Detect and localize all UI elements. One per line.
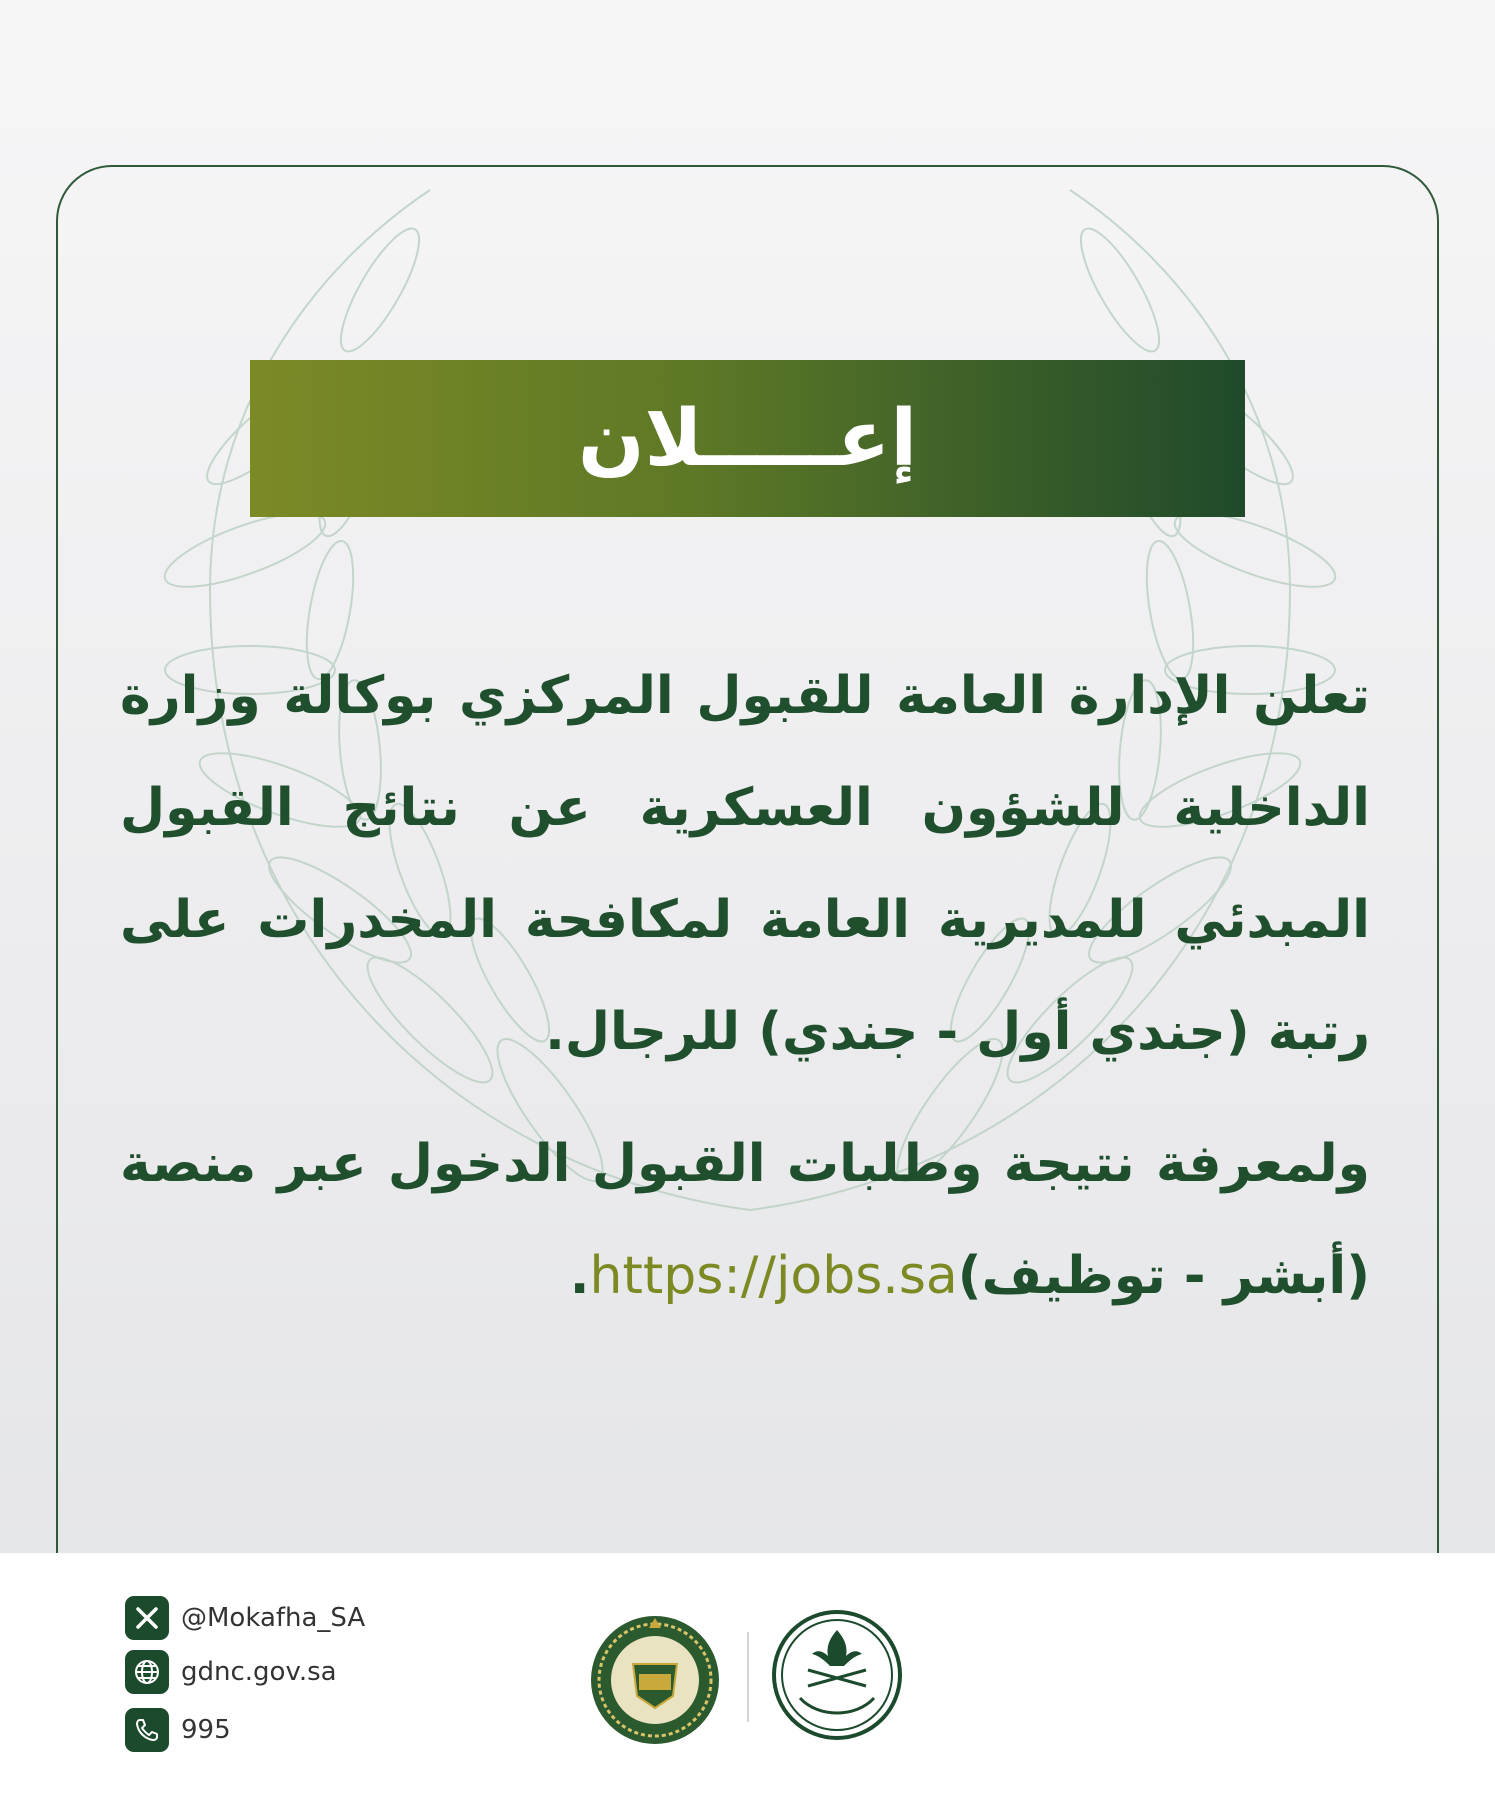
x-handle: @Mokafha_SA (181, 1603, 366, 1633)
phone-number: 995 (181, 1715, 231, 1745)
title-banner (250, 360, 1245, 517)
contact-phone[interactable] (125, 1708, 231, 1752)
website-text: gdnc.gov.sa (181, 1657, 337, 1687)
page-title: إعـــــلان (577, 393, 918, 484)
contact-website[interactable] (125, 1650, 337, 1694)
announcement-paragraph-1: تعلن الإدارة العامة للقبول المركزي بوكالة وزارة الداخلية للشؤون العسكرية عن نتائج القبول المبدئي للمديرية العامة لمكافحة المخدرات على رتبة (جندي أول - جندي) للرجال. (120, 666, 1370, 1062)
logo-divider (747, 1632, 749, 1722)
moi-logo (770, 1608, 905, 1743)
announcement-paragraph-2 (120, 1108, 1370, 1332)
contact-x[interactable] (125, 1596, 365, 1640)
announcement-paragraph-2-text: ولمعرفة نتيجة وطلبات القبول الدخول عبر منصة (أبشر - توظيف) (120, 1134, 1370, 1306)
announcement-body (120, 640, 1370, 1332)
announcement-paragraph-2-end: . (569, 1246, 590, 1306)
phone-icon (125, 1708, 169, 1752)
x-icon (125, 1596, 169, 1640)
gdnc-logo (585, 1608, 725, 1748)
jobs-link[interactable]: https://jobs.sa (589, 1246, 958, 1306)
globe-icon (125, 1650, 169, 1694)
